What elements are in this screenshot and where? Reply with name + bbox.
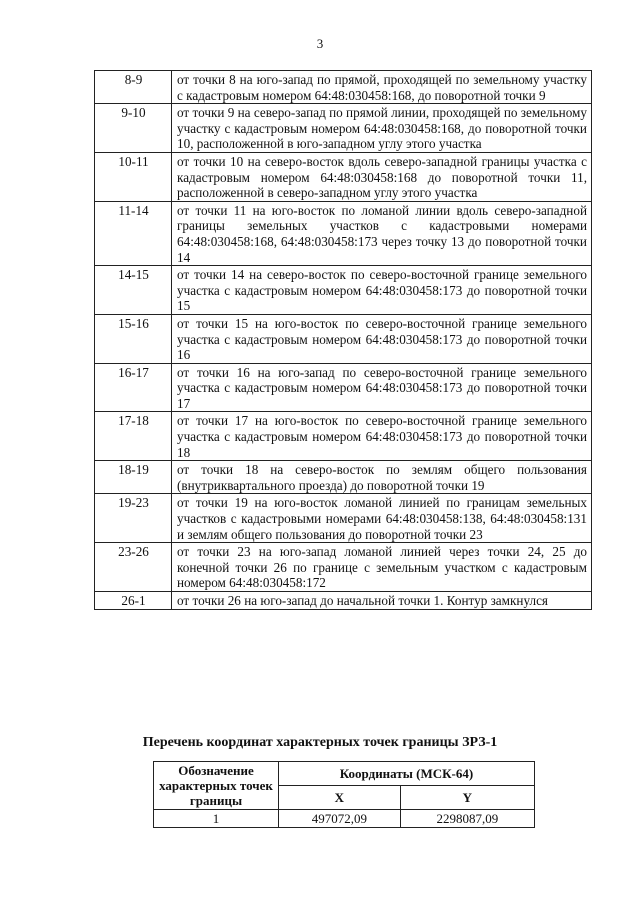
segment-description: от точки 9 на северо-запад по прямой линии, проходящей по земельному участку с кадастровым номером 64:48:030458:168, до поворотной точки 10, расположенной в юго-западном углу этого участка: [172, 104, 592, 153]
y-column-header: Y: [400, 786, 534, 810]
segment-row: [95, 363, 592, 412]
segment-row: [95, 266, 592, 315]
segment-id: 23-26: [95, 543, 172, 592]
segment-id: 17-18: [95, 412, 172, 461]
segment-description: от точки 8 на юго-запад по прямой, проходящей по земельному участку с кадастровым номером 64:48:030458:168, до поворотной точки 9: [172, 71, 592, 104]
coordinates-section-title: Перечень координат характерных точек границы ЗРЗ-1: [142, 735, 498, 750]
segment-id: 16-17: [95, 363, 172, 412]
segment-id: 14-15: [95, 266, 172, 315]
segment-description: от точки 15 на юго-восток по северо-восточной границе земельного участка с кадастровым номером 64:48:030458:173 до поворотной точки 16: [172, 314, 592, 363]
point-designation-header: Обозначение характерных точек границы: [154, 762, 279, 810]
coordinate-point-cell: 1: [154, 810, 279, 828]
segment-row: [95, 543, 592, 592]
segment-id: 8-9: [95, 71, 172, 104]
segment-description: от точки 17 на юго-восток по северо-восточной границе земельного участка с кадастровым номером 64:48:030458:173 до поворотной точки 18: [172, 412, 592, 461]
segment-id: 18-19: [95, 461, 172, 494]
segment-row: [95, 104, 592, 153]
segment-id: 11-14: [95, 201, 172, 265]
coordinate-x-cell: 497072,09: [279, 810, 401, 828]
segment-id: 15-16: [95, 314, 172, 363]
x-column-header: X: [279, 786, 401, 810]
segment-row: [95, 494, 592, 543]
coordinate-row: [154, 810, 535, 828]
segment-row: [95, 71, 592, 104]
boundary-segments-table: [94, 70, 592, 610]
segment-row: [95, 461, 592, 494]
segment-description: от точки 18 на северо-восток по землям общего пользования (внутриквартального проезда) до поворотной точки 19: [172, 461, 592, 494]
segment-description: от точки 19 на юго-восток ломаной линией по границам земельных участков с кадастровыми номерами 64:48:030458:138, 64:48:030458:131 и землям общего пользования до поворотной точки 23: [172, 494, 592, 543]
coordinates-system-header: Координаты (МСК-64): [279, 762, 535, 786]
segment-row: [95, 152, 592, 201]
segment-row: [95, 412, 592, 461]
segment-id: 19-23: [95, 494, 172, 543]
segment-description: от точки 11 на юго-восток по ломаной линии вдоль северо-западной границы земельных участков с кадастровыми номерами 64:48:030458:168, 64:48:030458:173 через точку 13 до поворотной точки 14: [172, 201, 592, 265]
segment-description: от точки 26 на юго-запад до начальной точки 1. Контур замкнулся: [172, 592, 592, 610]
segment-row: [95, 592, 592, 610]
segment-description: от точки 10 на северо-восток вдоль северо-западной границы участка с кадастровым номером 64:48:030458:168 до поворотной точки 11, расположенной в северо-западном углу этого участка: [172, 152, 592, 201]
coordinate-y-cell: 2298087,09: [400, 810, 534, 828]
segment-id: 10-11: [95, 152, 172, 201]
page-number: 3: [316, 36, 324, 51]
segment-description: от точки 23 на юго-запад ломаной линией через точки 24, 25 до конечной точки 26 по границе с земельным участком с кадастровым номером 64:48:030458:172: [172, 543, 592, 592]
segment-row: [95, 314, 592, 363]
segment-id: 26-1: [95, 592, 172, 610]
segment-id: 9-10: [95, 104, 172, 153]
segment-description: от точки 14 на северо-восток по северо-восточной границе земельного участка с кадастровым номером 64:48:030458:173 до поворотной точки 15: [172, 266, 592, 315]
segment-description: от точки 16 на юго-запад по северо-восточной границе земельного участка с кадастровым номером 64:48:030458:173 до поворотной точки 17: [172, 363, 592, 412]
coordinates-table: [153, 761, 535, 828]
segment-row: [95, 201, 592, 265]
